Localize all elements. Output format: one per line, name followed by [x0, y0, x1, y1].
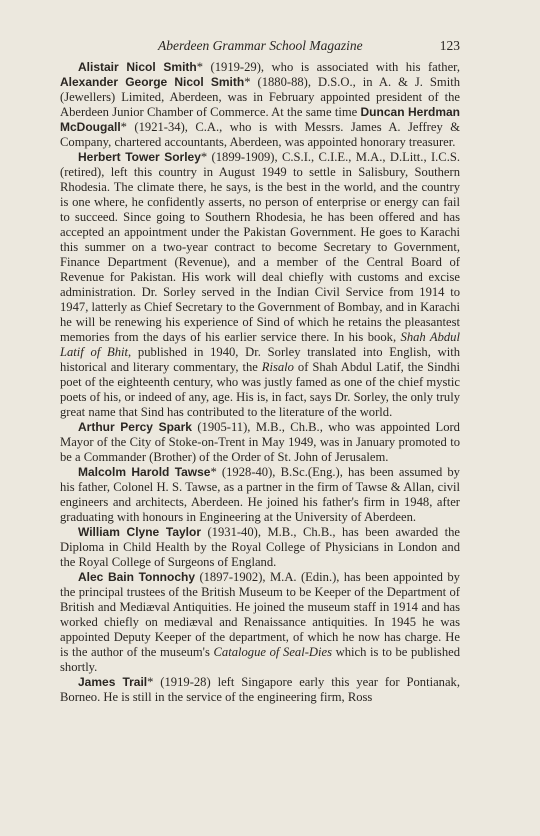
person-name: Arthur Percy Spark	[78, 420, 192, 434]
person-name: Alistair Nicol Smith	[78, 60, 197, 74]
entry-text: (1931-40), M.B., Ch.B., has been awarded the Diploma in Child Health by the Royal College of Physicians in London and the Royal College of Surgeons of England.	[60, 525, 460, 569]
entry-tawse	[60, 465, 460, 525]
entry-text: * (1921-34), C.A., who is with Messrs. James A. Jeffrey & Company, chartered accountants, Aberdeen, was appointed honorary treasurer.	[60, 120, 460, 149]
person-name: Malcolm Harold Tawse	[78, 465, 211, 479]
entry-text: * (1928-40), B.Sc.(Eng.), has been assumed by his father, Colonel H. S. Tawse, as a partner in the firm of Tawse & Allan, civil engineers and architects, Aberdeen. He joined his father's firm in 1948, after graduating with honours in Engineering at the University of Aberdeen.	[60, 465, 460, 524]
entry-tonnochy	[60, 570, 460, 675]
entry-spark	[60, 420, 460, 465]
article-body	[60, 60, 460, 705]
person-name: Alexander George Nicol Smith	[60, 75, 245, 89]
entry-text: * (1899-1909), C.S.I., C.I.E., M.A., D.Litt., I.C.S. (retired), left this country in August 1949 to settle in Salisbury, Southern Rhodesia. The climate there, he says, is the best in the world, and the country is one where, he confidently asserts, no person of enterprise or energy can fail to succeed. Since going to Southern Rhodesia, he has been offered and has accepted an appointment under the Pakistan Government. He goes to Karachi this summer on a two-year contract to become Secretary to Government, Finance Department (Revenue), and a member of the Central Board of Revenue for Pakistan. His work will deal chiefly with customs and excise administration. Dr. Sorley served in the Indian Civil Service from 1914 to 1947, latterly as Chief Secretary to the Government of Bombay, and in Karachi he will be renewing his experience of Sind of which he retains the pleasantest memories from the days of his earlier service there. In his book,	[60, 150, 460, 344]
page-number: 123	[439, 38, 460, 53]
entry-trail	[60, 675, 460, 705]
entry-text: (1897-1902), M.A. (Edin.), has been appointed by the principal trustees of the British Museum to be Keeper of the Department of British and Mediæval Antiquities. He joined the museum staff in 1914 and has worked chiefly on mediæval and Renaissance antiquities. In 1945 he was appointed Deputy Keeper of the department, of which he now has charge. He is the author of the museum's	[60, 570, 460, 659]
entry-text: (1905-11), M.B., Ch.B., who was appointed Lord Mayor of the City of Stoke-on-Trent in May 1949, was in January promoted to be a Commander (Brother) of the Order of St. John of Jerusalem.	[60, 420, 460, 464]
book-title: Shah Abdul Latif of Bhit	[60, 330, 460, 359]
person-name: Alec Bain Tonnochy	[78, 570, 196, 584]
entry-taylor	[60, 525, 460, 570]
catalogue-title: Catalogue of Seal-Dies	[213, 645, 332, 659]
entry-text: which is to be published shortly.	[60, 645, 461, 674]
entry-text: * (1919-28) left Singapore early this year for Pontianak, Borneo. He is still in the service of the engineering firm, Ross	[60, 675, 460, 704]
person-name: Duncan Herdman McDougall	[60, 105, 460, 134]
entry-text: * (1919-29), who is associated with his father,	[196, 60, 460, 74]
person-name: William Clyne Taylor	[78, 525, 202, 539]
entry-smith	[60, 60, 460, 150]
entry-text: of Shah Abdul Latif, the Sindhi poet of the eighteenth century, who was justly famed as one of the chief mystic poets of his, or indeed of any, age. His is, in fact, says Dr. Sorley, the only truly great name that Sind has contributed to the literature of the world.	[60, 360, 460, 419]
person-name: James Trail	[78, 675, 148, 689]
person-name: Herbert Tower Sorley	[78, 150, 201, 164]
magazine-title: Aberdeen Grammar School Magazine	[158, 38, 363, 53]
entry-text: , published in 1940, Dr. Sorley translated into English, with historical and literary commentary, the	[60, 345, 460, 374]
entry-text: * (1880-88), D.S.O., in A. & J. Smith (Jewellers) Limited, Aberdeen, was in February appointed president of the Aberdeen Junior Chamber of Commerce. At the same time	[60, 75, 460, 119]
entry-sorley	[60, 150, 460, 420]
work-title: Risalo	[261, 360, 294, 374]
